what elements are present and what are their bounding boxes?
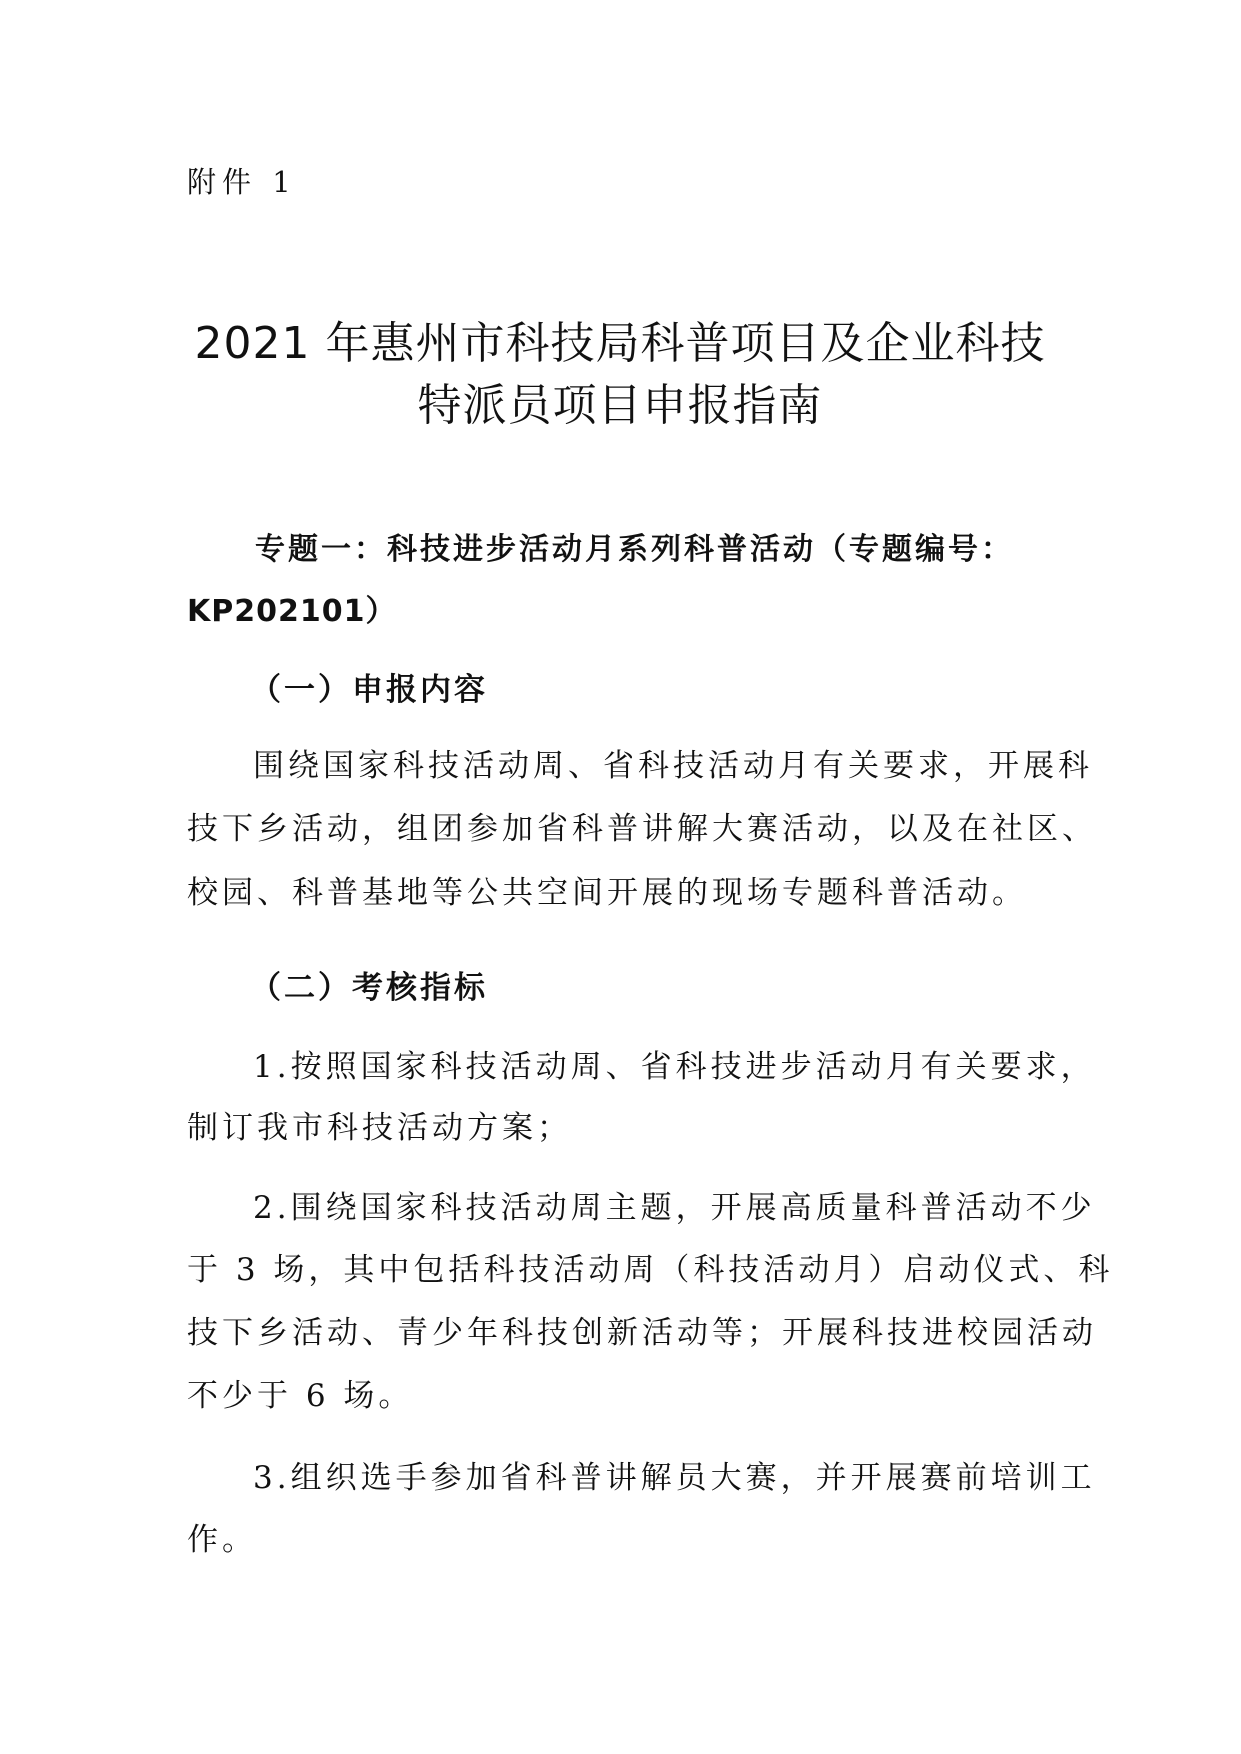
topic-heading-line-2: KP202101） bbox=[187, 594, 397, 629]
paragraph-line: 技下乡活动，组团参加省科普讲解大赛活动，以及在社区、 bbox=[187, 811, 1097, 847]
attachment-label: 附件 1 bbox=[187, 165, 297, 199]
list-item-2-line: 不少于 6 场。 bbox=[187, 1378, 414, 1414]
paragraph-line: 围绕国家科技活动周、省科技活动月有关要求，开展科 bbox=[253, 748, 1093, 784]
list-item-3-line: 3.组织选手参加省科普讲解员大赛，并开展赛前培训工 bbox=[253, 1460, 1096, 1496]
section-heading-assessment-indicators: （二）考核指标 bbox=[250, 970, 488, 1006]
list-item-2-line: 技下乡活动、青少年科技创新活动等；开展科技进校园活动 bbox=[187, 1315, 1097, 1351]
section-heading-application-content: （一）申报内容 bbox=[250, 672, 488, 708]
list-item-1-line: 1.按照国家科技活动周、省科技进步活动月有关要求， bbox=[253, 1049, 1096, 1085]
paragraph-line: 校园、科普基地等公共空间开展的现场专题科普活动。 bbox=[187, 875, 1027, 911]
topic-heading-line-1: 专题一：科技进步活动月系列科普活动（专题编号： bbox=[255, 532, 1014, 567]
list-item-2-line: 2.围绕国家科技活动周主题，开展高质量科普活动不少 bbox=[253, 1190, 1096, 1226]
list-item-3-line: 作。 bbox=[187, 1522, 257, 1558]
list-item-2-line: 于 3 场，其中包括科技活动周（科技活动月）启动仪式、科 bbox=[187, 1252, 1114, 1288]
list-item-1-line: 制订我市科技活动方案； bbox=[187, 1110, 572, 1146]
document-title-line-2: 特派员项目申报指南 bbox=[417, 380, 823, 431]
document-title-line-1: 2021 年惠州市科技局科普项目及企业科技 bbox=[194, 318, 1046, 369]
